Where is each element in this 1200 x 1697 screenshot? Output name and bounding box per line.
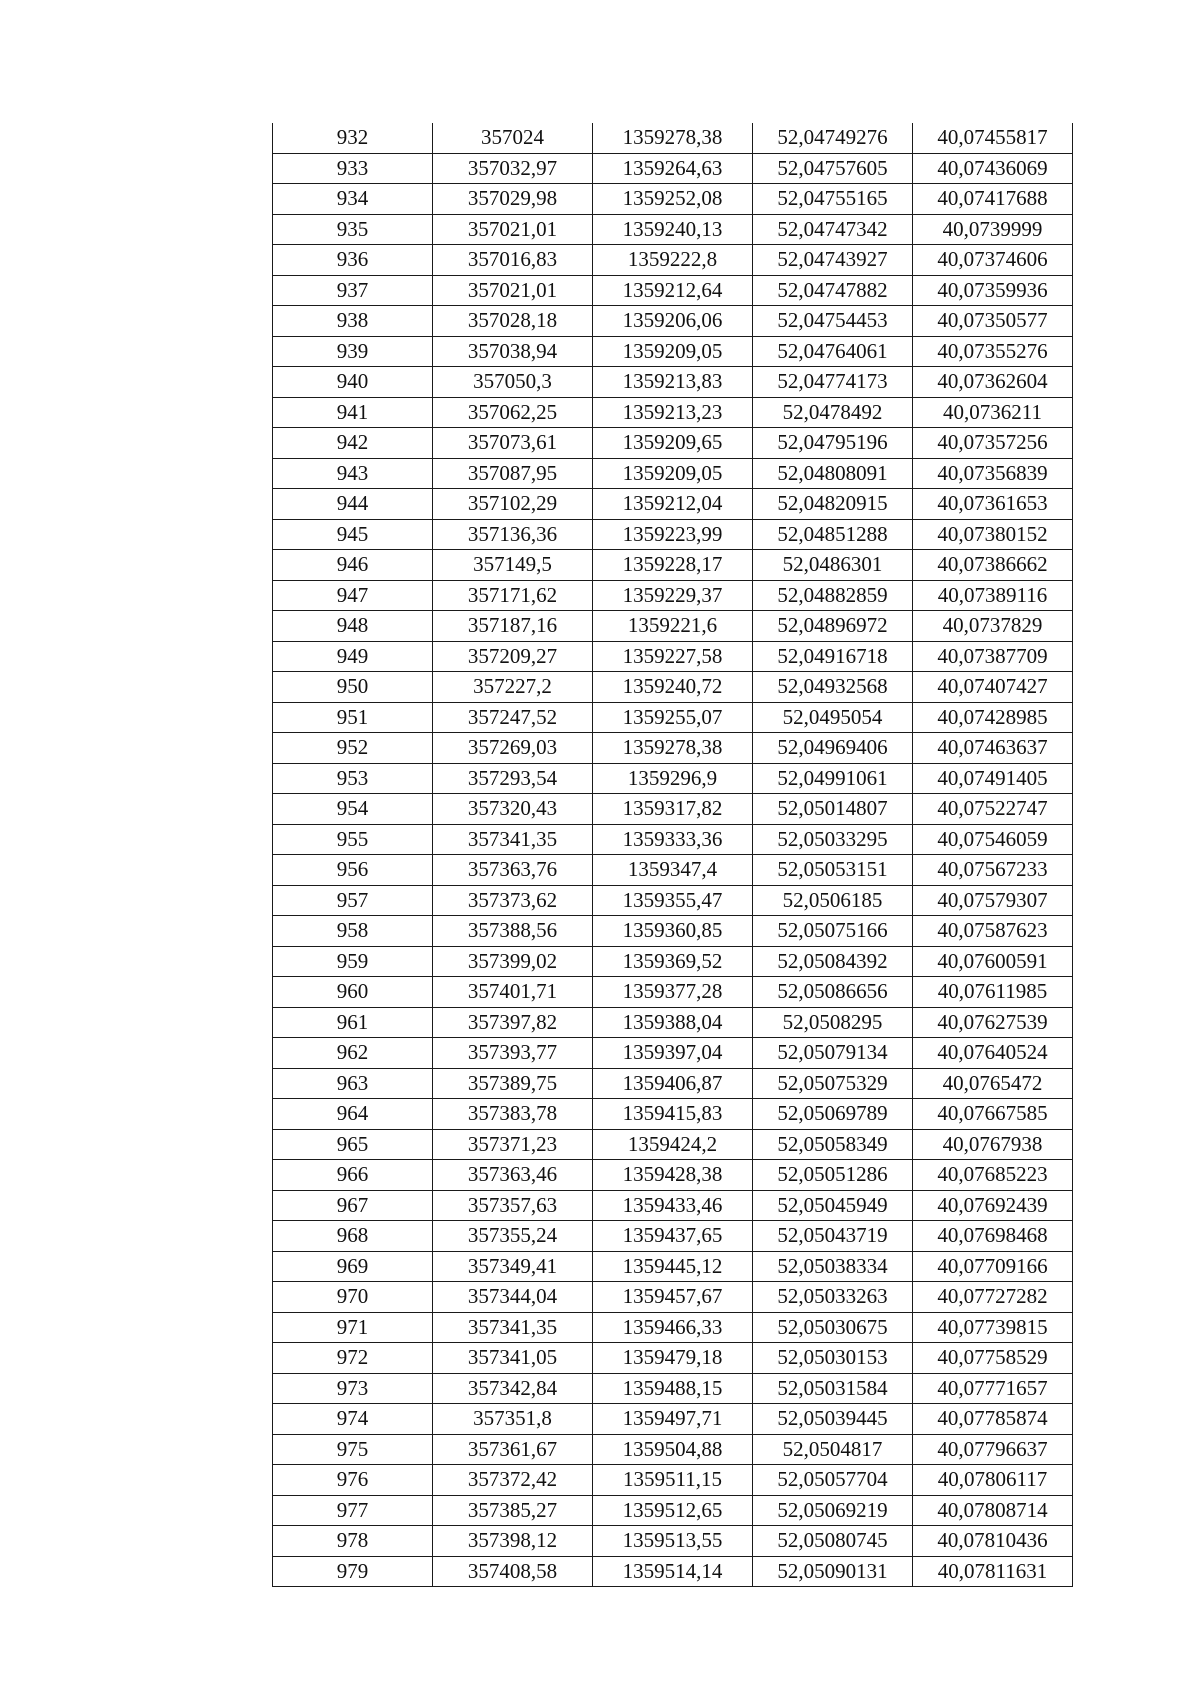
table-row	[273, 1373, 1073, 1404]
latitude-cell: 52,05033263	[753, 1282, 913, 1313]
longitude-cell: 40,07357256	[913, 428, 1073, 459]
point-number-cell: 965	[273, 1129, 433, 1160]
table-row	[273, 1221, 1073, 1252]
longitude-cell: 40,07436069	[913, 153, 1073, 184]
longitude-cell: 40,07362604	[913, 367, 1073, 398]
x-coordinate-cell: 357373,62	[433, 885, 593, 916]
x-coordinate-cell: 357227,2	[433, 672, 593, 703]
latitude-cell: 52,04757605	[753, 153, 913, 184]
y-coordinate-cell: 1359466,33	[593, 1312, 753, 1343]
point-number-cell: 951	[273, 702, 433, 733]
point-number-cell: 932	[273, 123, 433, 153]
latitude-cell: 52,05045949	[753, 1190, 913, 1221]
longitude-cell: 40,07758529	[913, 1343, 1073, 1374]
y-coordinate-cell: 1359221,6	[593, 611, 753, 642]
point-number-cell: 945	[273, 519, 433, 550]
x-coordinate-cell: 357021,01	[433, 275, 593, 306]
longitude-cell: 40,0739999	[913, 214, 1073, 245]
table-row	[273, 458, 1073, 489]
y-coordinate-cell: 1359437,65	[593, 1221, 753, 1252]
table-row	[273, 367, 1073, 398]
latitude-cell: 52,05039445	[753, 1404, 913, 1435]
y-coordinate-cell: 1359240,13	[593, 214, 753, 245]
point-number-cell: 939	[273, 336, 433, 367]
longitude-cell: 40,0736211	[913, 397, 1073, 428]
latitude-cell: 52,05079134	[753, 1038, 913, 1069]
longitude-cell: 40,07587623	[913, 916, 1073, 947]
longitude-cell: 40,07455817	[913, 123, 1073, 153]
y-coordinate-cell: 1359264,63	[593, 153, 753, 184]
x-coordinate-cell: 357363,46	[433, 1160, 593, 1191]
y-coordinate-cell: 1359252,08	[593, 184, 753, 215]
point-number-cell: 940	[273, 367, 433, 398]
y-coordinate-cell: 1359406,87	[593, 1068, 753, 1099]
latitude-cell: 52,0504817	[753, 1434, 913, 1465]
x-coordinate-cell: 357021,01	[433, 214, 593, 245]
table-row	[273, 1038, 1073, 1069]
longitude-cell: 40,07796637	[913, 1434, 1073, 1465]
longitude-cell: 40,07355276	[913, 336, 1073, 367]
table-row	[273, 763, 1073, 794]
point-number-cell: 959	[273, 946, 433, 977]
longitude-cell: 40,07771657	[913, 1373, 1073, 1404]
table-row	[273, 1465, 1073, 1496]
table-row	[273, 1007, 1073, 1038]
table-row	[273, 855, 1073, 886]
y-coordinate-cell: 1359424,2	[593, 1129, 753, 1160]
y-coordinate-cell: 1359497,71	[593, 1404, 753, 1435]
table-row	[273, 1129, 1073, 1160]
point-number-cell: 953	[273, 763, 433, 794]
table-row	[273, 1312, 1073, 1343]
x-coordinate-cell: 357087,95	[433, 458, 593, 489]
point-number-cell: 947	[273, 580, 433, 611]
latitude-cell: 52,05033295	[753, 824, 913, 855]
y-coordinate-cell: 1359377,28	[593, 977, 753, 1008]
table-row	[273, 1282, 1073, 1313]
x-coordinate-cell: 357349,41	[433, 1251, 593, 1282]
point-number-cell: 973	[273, 1373, 433, 1404]
y-coordinate-cell: 1359428,38	[593, 1160, 753, 1191]
latitude-cell: 52,0506185	[753, 885, 913, 916]
latitude-cell: 52,04916718	[753, 641, 913, 672]
table-row	[273, 153, 1073, 184]
y-coordinate-cell: 1359223,99	[593, 519, 753, 550]
longitude-cell: 40,07407427	[913, 672, 1073, 703]
point-number-cell: 978	[273, 1526, 433, 1557]
x-coordinate-cell: 357355,24	[433, 1221, 593, 1252]
x-coordinate-cell: 357351,8	[433, 1404, 593, 1435]
y-coordinate-cell: 1359479,18	[593, 1343, 753, 1374]
longitude-cell: 40,07692439	[913, 1190, 1073, 1221]
point-number-cell: 935	[273, 214, 433, 245]
latitude-cell: 52,05043719	[753, 1221, 913, 1252]
latitude-cell: 52,0495054	[753, 702, 913, 733]
latitude-cell: 52,04932568	[753, 672, 913, 703]
latitude-cell: 52,05031584	[753, 1373, 913, 1404]
point-number-cell: 942	[273, 428, 433, 459]
table-row	[273, 580, 1073, 611]
y-coordinate-cell: 1359369,52	[593, 946, 753, 977]
point-number-cell: 948	[273, 611, 433, 642]
table-row	[273, 184, 1073, 215]
point-number-cell: 944	[273, 489, 433, 520]
longitude-cell: 40,07380152	[913, 519, 1073, 550]
longitude-cell: 40,07361653	[913, 489, 1073, 520]
point-number-cell: 974	[273, 1404, 433, 1435]
x-coordinate-cell: 357320,43	[433, 794, 593, 825]
x-coordinate-cell: 357372,42	[433, 1465, 593, 1496]
x-coordinate-cell: 357342,84	[433, 1373, 593, 1404]
y-coordinate-cell: 1359209,05	[593, 458, 753, 489]
point-number-cell: 957	[273, 885, 433, 916]
longitude-cell: 40,07600591	[913, 946, 1073, 977]
x-coordinate-cell: 357385,27	[433, 1495, 593, 1526]
longitude-cell: 40,07389116	[913, 580, 1073, 611]
x-coordinate-cell: 357038,94	[433, 336, 593, 367]
table-row	[273, 489, 1073, 520]
longitude-cell: 40,07567233	[913, 855, 1073, 886]
point-number-cell: 961	[273, 1007, 433, 1038]
x-coordinate-cell: 357363,76	[433, 855, 593, 886]
table-row	[273, 275, 1073, 306]
longitude-cell: 40,07698468	[913, 1221, 1073, 1252]
point-number-cell: 972	[273, 1343, 433, 1374]
x-coordinate-cell: 357344,04	[433, 1282, 593, 1313]
latitude-cell: 52,04743927	[753, 245, 913, 276]
longitude-cell: 40,07808714	[913, 1495, 1073, 1526]
y-coordinate-cell: 1359228,17	[593, 550, 753, 581]
y-coordinate-cell: 1359206,06	[593, 306, 753, 337]
x-coordinate-cell: 357393,77	[433, 1038, 593, 1069]
y-coordinate-cell: 1359488,15	[593, 1373, 753, 1404]
latitude-cell: 52,05075166	[753, 916, 913, 947]
latitude-cell: 52,05014807	[753, 794, 913, 825]
table-row	[273, 794, 1073, 825]
longitude-cell: 40,07627539	[913, 1007, 1073, 1038]
table-row	[273, 1068, 1073, 1099]
y-coordinate-cell: 1359397,04	[593, 1038, 753, 1069]
table-row	[273, 824, 1073, 855]
x-coordinate-cell: 357293,54	[433, 763, 593, 794]
x-coordinate-cell: 357032,97	[433, 153, 593, 184]
latitude-cell: 52,05075329	[753, 1068, 913, 1099]
table-row	[273, 306, 1073, 337]
table-row	[273, 550, 1073, 581]
longitude-cell: 40,07386662	[913, 550, 1073, 581]
latitude-cell: 52,04896972	[753, 611, 913, 642]
longitude-cell: 40,07640524	[913, 1038, 1073, 1069]
x-coordinate-cell: 357408,58	[433, 1556, 593, 1587]
y-coordinate-cell: 1359355,47	[593, 885, 753, 916]
longitude-cell: 40,07387709	[913, 641, 1073, 672]
table-row	[273, 672, 1073, 703]
x-coordinate-cell: 357361,67	[433, 1434, 593, 1465]
point-number-cell: 950	[273, 672, 433, 703]
point-number-cell: 964	[273, 1099, 433, 1130]
table-row	[273, 123, 1073, 153]
x-coordinate-cell: 357389,75	[433, 1068, 593, 1099]
table-row	[273, 1526, 1073, 1557]
table-row	[273, 214, 1073, 245]
coordinates-table	[272, 123, 1073, 1587]
latitude-cell: 52,0486301	[753, 550, 913, 581]
table-row	[273, 1495, 1073, 1526]
x-coordinate-cell: 357383,78	[433, 1099, 593, 1130]
y-coordinate-cell: 1359514,14	[593, 1556, 753, 1587]
x-coordinate-cell: 357171,62	[433, 580, 593, 611]
longitude-cell: 40,07785874	[913, 1404, 1073, 1435]
table-row	[273, 1434, 1073, 1465]
point-number-cell: 976	[273, 1465, 433, 1496]
point-number-cell: 966	[273, 1160, 433, 1191]
table-row	[273, 519, 1073, 550]
table-row	[273, 977, 1073, 1008]
table-row	[273, 916, 1073, 947]
table-row	[273, 1160, 1073, 1191]
point-number-cell: 937	[273, 275, 433, 306]
y-coordinate-cell: 1359360,85	[593, 916, 753, 947]
longitude-cell: 40,07685223	[913, 1160, 1073, 1191]
table-row	[273, 397, 1073, 428]
y-coordinate-cell: 1359512,65	[593, 1495, 753, 1526]
x-coordinate-cell: 357050,3	[433, 367, 593, 398]
x-coordinate-cell: 357341,35	[433, 824, 593, 855]
table-row	[273, 245, 1073, 276]
point-number-cell: 938	[273, 306, 433, 337]
longitude-cell: 40,07739815	[913, 1312, 1073, 1343]
y-coordinate-cell: 1359511,15	[593, 1465, 753, 1496]
y-coordinate-cell: 1359209,65	[593, 428, 753, 459]
y-coordinate-cell: 1359255,07	[593, 702, 753, 733]
table-row	[273, 1343, 1073, 1374]
longitude-cell: 40,07806117	[913, 1465, 1073, 1496]
y-coordinate-cell: 1359229,37	[593, 580, 753, 611]
x-coordinate-cell: 357136,36	[433, 519, 593, 550]
point-number-cell: 946	[273, 550, 433, 581]
longitude-cell: 40,07374606	[913, 245, 1073, 276]
x-coordinate-cell: 357397,82	[433, 1007, 593, 1038]
y-coordinate-cell: 1359227,58	[593, 641, 753, 672]
point-number-cell: 943	[273, 458, 433, 489]
latitude-cell: 52,04774173	[753, 367, 913, 398]
table-row	[273, 428, 1073, 459]
point-number-cell: 979	[273, 1556, 433, 1587]
table-row	[273, 336, 1073, 367]
y-coordinate-cell: 1359209,05	[593, 336, 753, 367]
point-number-cell: 971	[273, 1312, 433, 1343]
latitude-cell: 52,05090131	[753, 1556, 913, 1587]
y-coordinate-cell: 1359415,83	[593, 1099, 753, 1130]
y-coordinate-cell: 1359240,72	[593, 672, 753, 703]
point-number-cell: 949	[273, 641, 433, 672]
y-coordinate-cell: 1359222,8	[593, 245, 753, 276]
coordinates-table-body	[273, 123, 1073, 1587]
table-row	[273, 1404, 1073, 1435]
x-coordinate-cell: 357341,05	[433, 1343, 593, 1374]
y-coordinate-cell: 1359213,83	[593, 367, 753, 398]
point-number-cell: 955	[273, 824, 433, 855]
y-coordinate-cell: 1359504,88	[593, 1434, 753, 1465]
x-coordinate-cell: 357357,63	[433, 1190, 593, 1221]
y-coordinate-cell: 1359347,4	[593, 855, 753, 886]
x-coordinate-cell: 357399,02	[433, 946, 593, 977]
point-number-cell: 958	[273, 916, 433, 947]
latitude-cell: 52,04991061	[753, 763, 913, 794]
y-coordinate-cell: 1359212,64	[593, 275, 753, 306]
x-coordinate-cell: 357388,56	[433, 916, 593, 947]
table-row	[273, 1099, 1073, 1130]
latitude-cell: 52,04755165	[753, 184, 913, 215]
point-number-cell: 969	[273, 1251, 433, 1282]
longitude-cell: 40,07579307	[913, 885, 1073, 916]
longitude-cell: 40,07463637	[913, 733, 1073, 764]
longitude-cell: 40,07350577	[913, 306, 1073, 337]
table-row	[273, 702, 1073, 733]
latitude-cell: 52,0508295	[753, 1007, 913, 1038]
table-row	[273, 1251, 1073, 1282]
latitude-cell: 52,04808091	[753, 458, 913, 489]
y-coordinate-cell: 1359317,82	[593, 794, 753, 825]
latitude-cell: 52,05069789	[753, 1099, 913, 1130]
longitude-cell: 40,07810436	[913, 1526, 1073, 1557]
point-number-cell: 934	[273, 184, 433, 215]
latitude-cell: 52,05069219	[753, 1495, 913, 1526]
longitude-cell: 40,07491405	[913, 763, 1073, 794]
x-coordinate-cell: 357269,03	[433, 733, 593, 764]
x-coordinate-cell: 357016,83	[433, 245, 593, 276]
x-coordinate-cell: 357209,27	[433, 641, 593, 672]
y-coordinate-cell: 1359278,38	[593, 733, 753, 764]
point-number-cell: 941	[273, 397, 433, 428]
table-row	[273, 611, 1073, 642]
latitude-cell: 52,05086656	[753, 977, 913, 1008]
latitude-cell: 52,04820915	[753, 489, 913, 520]
longitude-cell: 40,0737829	[913, 611, 1073, 642]
latitude-cell: 52,05030675	[753, 1312, 913, 1343]
x-coordinate-cell: 357028,18	[433, 306, 593, 337]
latitude-cell: 52,0478492	[753, 397, 913, 428]
latitude-cell: 52,05080745	[753, 1526, 913, 1557]
point-number-cell: 970	[273, 1282, 433, 1313]
point-number-cell: 963	[273, 1068, 433, 1099]
latitude-cell: 52,04754453	[753, 306, 913, 337]
table-row	[273, 1190, 1073, 1221]
longitude-cell: 40,07611985	[913, 977, 1073, 1008]
y-coordinate-cell: 1359296,9	[593, 763, 753, 794]
point-number-cell: 954	[273, 794, 433, 825]
latitude-cell: 52,04882859	[753, 580, 913, 611]
latitude-cell: 52,05053151	[753, 855, 913, 886]
longitude-cell: 40,07522747	[913, 794, 1073, 825]
longitude-cell: 40,07359936	[913, 275, 1073, 306]
x-coordinate-cell: 357024	[433, 123, 593, 153]
y-coordinate-cell: 1359278,38	[593, 123, 753, 153]
point-number-cell: 936	[273, 245, 433, 276]
latitude-cell: 52,05051286	[753, 1160, 913, 1191]
x-coordinate-cell: 357062,25	[433, 397, 593, 428]
y-coordinate-cell: 1359333,36	[593, 824, 753, 855]
latitude-cell: 52,04795196	[753, 428, 913, 459]
latitude-cell: 52,05058349	[753, 1129, 913, 1160]
latitude-cell: 52,04764061	[753, 336, 913, 367]
longitude-cell: 40,07667585	[913, 1099, 1073, 1130]
point-number-cell: 977	[273, 1495, 433, 1526]
longitude-cell: 40,07356839	[913, 458, 1073, 489]
latitude-cell: 52,05084392	[753, 946, 913, 977]
longitude-cell: 40,0767938	[913, 1129, 1073, 1160]
y-coordinate-cell: 1359212,04	[593, 489, 753, 520]
table-row	[273, 733, 1073, 764]
x-coordinate-cell: 357247,52	[433, 702, 593, 733]
point-number-cell: 933	[273, 153, 433, 184]
y-coordinate-cell: 1359433,46	[593, 1190, 753, 1221]
latitude-cell: 52,04851288	[753, 519, 913, 550]
table-row	[273, 946, 1073, 977]
longitude-cell: 40,07417688	[913, 184, 1073, 215]
x-coordinate-cell: 357401,71	[433, 977, 593, 1008]
point-number-cell: 952	[273, 733, 433, 764]
longitude-cell: 40,07811631	[913, 1556, 1073, 1587]
y-coordinate-cell: 1359213,23	[593, 397, 753, 428]
longitude-cell: 40,07546059	[913, 824, 1073, 855]
x-coordinate-cell: 357187,16	[433, 611, 593, 642]
x-coordinate-cell: 357102,29	[433, 489, 593, 520]
table-row	[273, 1556, 1073, 1587]
x-coordinate-cell: 357371,23	[433, 1129, 593, 1160]
x-coordinate-cell: 357073,61	[433, 428, 593, 459]
latitude-cell: 52,05038334	[753, 1251, 913, 1282]
x-coordinate-cell: 357029,98	[433, 184, 593, 215]
latitude-cell: 52,05057704	[753, 1465, 913, 1496]
latitude-cell: 52,04969406	[753, 733, 913, 764]
y-coordinate-cell: 1359445,12	[593, 1251, 753, 1282]
x-coordinate-cell: 357398,12	[433, 1526, 593, 1557]
x-coordinate-cell: 357149,5	[433, 550, 593, 581]
point-number-cell: 967	[273, 1190, 433, 1221]
y-coordinate-cell: 1359513,55	[593, 1526, 753, 1557]
y-coordinate-cell: 1359388,04	[593, 1007, 753, 1038]
point-number-cell: 960	[273, 977, 433, 1008]
table-row	[273, 885, 1073, 916]
latitude-cell: 52,04747342	[753, 214, 913, 245]
latitude-cell: 52,05030153	[753, 1343, 913, 1374]
latitude-cell: 52,04749276	[753, 123, 913, 153]
y-coordinate-cell: 1359457,67	[593, 1282, 753, 1313]
x-coordinate-cell: 357341,35	[433, 1312, 593, 1343]
point-number-cell: 962	[273, 1038, 433, 1069]
longitude-cell: 40,07428985	[913, 702, 1073, 733]
point-number-cell: 975	[273, 1434, 433, 1465]
point-number-cell: 956	[273, 855, 433, 886]
longitude-cell: 40,0765472	[913, 1068, 1073, 1099]
table-row	[273, 641, 1073, 672]
point-number-cell: 968	[273, 1221, 433, 1252]
latitude-cell: 52,04747882	[753, 275, 913, 306]
longitude-cell: 40,07727282	[913, 1282, 1073, 1313]
longitude-cell: 40,07709166	[913, 1251, 1073, 1282]
